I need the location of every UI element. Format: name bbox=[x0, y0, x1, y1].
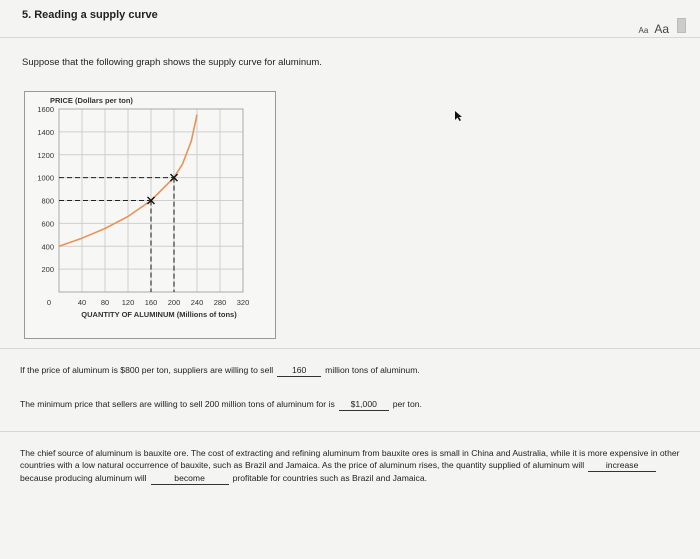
question-3-part1: The chief source of aluminum is bauxite ore. The cost of extracting and refining aluminum from bauxite ores is small in China and Australia, while it is more expensive in other countries with a low natural occurrence of bauxite, such as Brazil and Jamaica. As the price of aluminum rises, the quantity supplied of aluminum will bbox=[20, 448, 680, 470]
text-size-controls bbox=[639, 18, 686, 36]
y-tick-label: 200 bbox=[41, 265, 54, 275]
x-tick-label: 80 bbox=[100, 298, 110, 307]
question-3-dropdown-2[interactable]: become bbox=[151, 472, 229, 485]
question-1-suffix: million tons of aluminum. bbox=[325, 365, 420, 375]
question-3-part3: profitable for countries such as Brazil and Jamaica. bbox=[232, 473, 428, 483]
y-tick-label: 1600 bbox=[37, 105, 54, 114]
x-axis-title: QUANTITY OF ALUMINUM (Millions of tons) bbox=[81, 310, 237, 319]
question-3 bbox=[20, 447, 692, 485]
bookmark-icon[interactable] bbox=[677, 18, 686, 33]
x-tick-label: 40 bbox=[77, 298, 87, 307]
y-tick-label: 1200 bbox=[37, 150, 54, 160]
text-size-decrease-button[interactable]: Aa bbox=[638, 26, 649, 35]
question-1-prefix: If the price of aluminum is $800 per ton, suppliers are willing to sell bbox=[20, 365, 274, 375]
y-tick-label: 800 bbox=[41, 196, 54, 206]
x-tick-label: 200 bbox=[167, 298, 181, 307]
y-tick-label: 1400 bbox=[37, 127, 54, 137]
x-tick-label: 240 bbox=[190, 298, 204, 307]
question-2-prefix: The minimum price that sellers are willing to sell 200 million tons of aluminum for is bbox=[20, 399, 335, 409]
graph-panel bbox=[24, 91, 276, 339]
question-2-suffix: per ton. bbox=[392, 399, 422, 409]
question-3-dropdown-1[interactable]: increase bbox=[588, 459, 656, 472]
supply-chart bbox=[25, 92, 275, 338]
y-tick-label: 400 bbox=[41, 242, 54, 252]
question-3-part2: because producing aluminum will bbox=[20, 473, 147, 483]
x-tick-label: 120 bbox=[121, 298, 135, 307]
intro-text: Suppose that the following graph shows the supply curve for aluminum. bbox=[22, 57, 322, 68]
origin-label: 0 bbox=[46, 298, 51, 307]
question-1 bbox=[20, 364, 680, 377]
question-2 bbox=[20, 398, 680, 411]
text-size-increase-button[interactable]: Aa bbox=[654, 22, 669, 36]
header-divider bbox=[0, 37, 700, 38]
question-2-answer[interactable]: $1,000 bbox=[339, 398, 389, 411]
y-tick-label: 600 bbox=[41, 219, 54, 229]
question-1-answer[interactable]: 160 bbox=[277, 364, 321, 377]
x-tick-label: 160 bbox=[144, 298, 158, 307]
mouse-cursor-icon bbox=[454, 110, 463, 122]
x-tick-label: 320 bbox=[236, 298, 250, 307]
y-tick-label: 1000 bbox=[37, 173, 54, 183]
section-divider bbox=[0, 348, 700, 349]
section-divider-2 bbox=[0, 431, 700, 432]
y-axis-title: PRICE (Dollars per ton) bbox=[50, 96, 133, 105]
section-title: 5. Reading a supply curve bbox=[22, 9, 158, 21]
x-tick-label: 280 bbox=[213, 298, 227, 307]
